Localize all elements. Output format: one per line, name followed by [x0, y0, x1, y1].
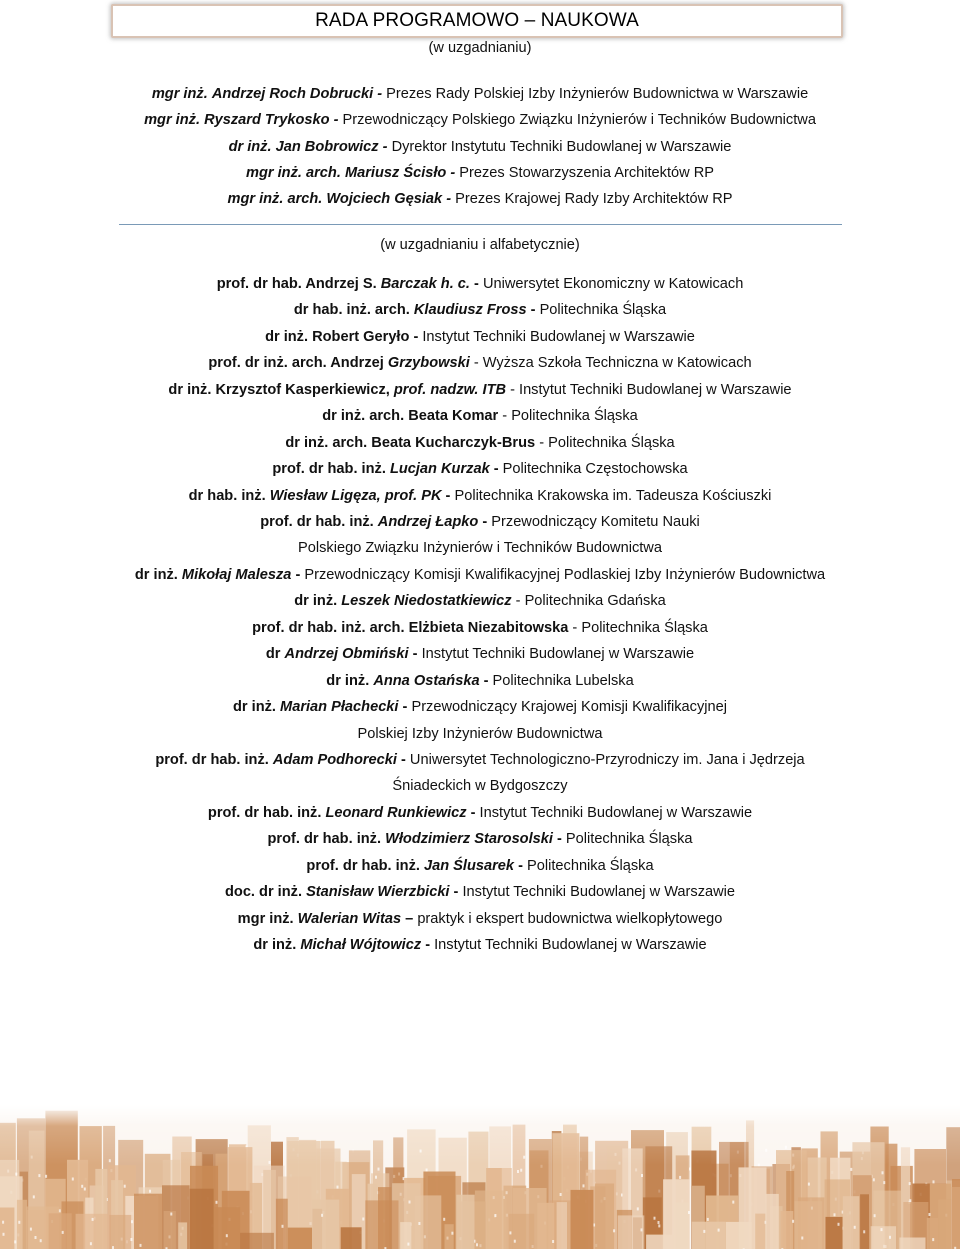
member-name: Beata Komar — [408, 408, 499, 425]
member-dash: - — [552, 831, 562, 848]
member-title: prof. dr hab. inż. — [207, 804, 326, 821]
member-name-italic: prof. nadzw. ITB — [393, 381, 507, 398]
member-line — [0, 645, 960, 663]
member-description: Prezes Stowarzyszenia Architektów RP — [455, 165, 714, 181]
member-line — [0, 460, 960, 478]
member-line — [0, 354, 960, 372]
member-name-block — [268, 831, 562, 847]
member-name: Andrzej S. — [305, 276, 381, 292]
member-line — [0, 487, 960, 505]
member-name: Krzysztof Kasperkiewicz, — [215, 381, 394, 398]
group2-note: (w uzgadnianiu i alfabetycznie) — [380, 237, 580, 253]
member-title: prof. dr hab. inż. — [272, 461, 390, 478]
member-description: Przewodniczący Komisji Kwalifikacyjnej Podlaskiej Izby Inżynierów Budownictwa — [300, 566, 826, 583]
member-name-italic: Andrzej Łapko — [377, 514, 479, 530]
member-line — [0, 910, 960, 928]
member-dash: - — [526, 302, 536, 319]
member-description: Politechnika Śląska — [522, 857, 654, 874]
member-line — [0, 751, 960, 769]
member-description: Polskiej Izby Inżynierów Budownictwa — [357, 725, 603, 742]
member-name-block — [252, 620, 568, 636]
member-name-block — [246, 165, 455, 181]
member-description: Instytut Techniki Budowlanej w Warszawie — [418, 328, 695, 345]
member-name-italic: Marian Płachecki — [280, 699, 399, 715]
member-line — [0, 381, 960, 399]
member-description: Śniadeckich w Bydgoszczy — [392, 778, 568, 795]
member-description: Przewodniczący Polskiego Związku Inżynierów i Techników Budownictwa — [338, 112, 816, 128]
member-name-block — [265, 329, 418, 345]
member-description: Uniwersytet Ekonomiczny w Katowicach — [478, 276, 744, 292]
member-name: Andrzej Roch Dobrucki - — [211, 86, 383, 102]
member-name-block — [285, 435, 535, 451]
member-name-italic: Mikołaj Malesza — [181, 566, 292, 583]
title-box — [111, 4, 843, 38]
member-description: Politechnika Śląska — [535, 302, 667, 319]
member-line — [0, 539, 960, 557]
member-name-block — [227, 191, 451, 207]
member-line — [0, 85, 960, 103]
member-name-block — [168, 382, 506, 398]
member-dash: - — [396, 751, 406, 768]
member-name-block — [238, 911, 414, 927]
member-title: prof. dr inż. arch. — [208, 355, 331, 372]
member-description: - Politechnika Śląska — [498, 408, 638, 425]
member-dash: - — [479, 672, 489, 689]
member-name: Andrzej — [330, 355, 388, 372]
member-line — [0, 138, 960, 156]
member-title: dr hab. inż. arch. — [293, 302, 414, 319]
member-name-block — [326, 673, 488, 689]
member-prefix: mgr inż. arch. — [246, 165, 341, 181]
member-description: - Instytut Techniki Budowlanej w Warszawie — [506, 381, 792, 398]
member-line — [0, 164, 960, 182]
member-title: dr inż. — [265, 328, 313, 345]
member-line — [0, 619, 960, 637]
member-description: - Politechnika Śląska — [535, 434, 675, 451]
member-line — [0, 804, 960, 822]
member-description: Przewodniczący Komitetu Nauki — [487, 514, 700, 530]
member-description: Instytut Techniki Budowlanej w Warszawie — [430, 937, 707, 953]
member-prefix: mgr inż. — [144, 112, 201, 128]
member-title: dr inż. arch. — [322, 408, 409, 425]
member-title: prof. dr hab. inż. — [306, 857, 424, 874]
member-dash: - — [291, 566, 301, 583]
member-dash: - — [478, 514, 488, 530]
city-panorama-image — [0, 1105, 960, 1249]
separator-line — [119, 224, 842, 225]
member-description: Politechnika Krakowska im. Tadeusza Kościuszki — [450, 487, 772, 504]
member-description: praktyk i ekspert budownictwa wielkopłytowego — [413, 910, 723, 927]
member-name-block — [322, 408, 498, 424]
member-line — [0, 301, 960, 319]
member-description: Politechnika Lubelska — [488, 672, 634, 689]
member-dash: - — [466, 804, 476, 821]
member-description: Politechnika Częstochowska — [498, 461, 688, 478]
member-prefix: mgr inż. arch. — [227, 191, 323, 207]
member-name-block — [294, 593, 511, 609]
member-name: Elżbieta Niezabitowska — [408, 619, 569, 636]
member-description: Instytut Techniki Budowlanej w Warszawie — [458, 884, 736, 901]
member-name-block — [208, 805, 476, 821]
member-name-italic: Klaudiusz Fross — [413, 302, 527, 319]
member-name-block — [229, 139, 388, 155]
member-name-italic: Walerian Witas — [297, 910, 402, 927]
member-description: Dyrektor Instytutu Techniki Budowlanej w Warszawie — [387, 139, 732, 155]
member-title: dr inż. arch. — [285, 434, 372, 451]
member-line — [0, 407, 960, 425]
member-name-block — [272, 461, 498, 477]
member-title: dr inż. — [233, 699, 281, 715]
member-name-block — [217, 276, 479, 292]
member-title: prof. dr hab. — [216, 276, 306, 292]
member-description: Uniwersytet Technologiczno-Przyrodniczy im. Jana i Jędrzeja — [405, 751, 805, 768]
member-title: dr inż. — [168, 381, 216, 398]
member-line — [0, 190, 960, 208]
member-name-italic: Grzybowski — [387, 355, 470, 372]
member-prefix: dr inż. — [228, 139, 272, 155]
member-name-block — [260, 514, 487, 530]
member-name-italic: Stanisław Wierzbicki — [306, 884, 450, 901]
member-name-block — [208, 355, 469, 371]
member-description: - Politechnika Śląska — [568, 619, 708, 636]
member-title: dr inż. — [326, 672, 374, 689]
member-dash: - — [441, 487, 451, 504]
member-name-block — [189, 488, 451, 504]
member-line — [0, 672, 960, 690]
member-description: Prezes Krajowej Rady Izby Architektów RP — [451, 191, 733, 207]
member-name-italic: Włodzimierz Starosolski — [385, 831, 553, 848]
member-name-italic: Michał Wójtowicz — [300, 937, 422, 953]
member-description: Polskiego Związku Inżynierów i Techników Budownictwa — [298, 540, 662, 557]
member-name-block — [233, 699, 407, 715]
member-dash: - — [514, 857, 523, 874]
member-name-block — [152, 86, 382, 102]
member-name: Beata Kucharczyk-Brus — [371, 434, 536, 451]
member-title: doc. dr inż. — [224, 884, 307, 901]
member-line — [0, 883, 960, 901]
member-title: mgr inż. — [237, 910, 298, 927]
member-description: Prezes Rady Polskiej Izby Inżynierów Budownictwa w Warszawie — [382, 86, 809, 102]
member-description: Politechnika Śląska — [561, 831, 693, 848]
member-name-block — [135, 567, 300, 583]
member-line — [0, 830, 960, 848]
member-line — [0, 936, 960, 954]
member-description: Instytut Techniki Budowlanej w Warszawie — [417, 646, 695, 663]
member-description: - Politechnika Gdańska — [511, 593, 666, 610]
member-prefix: mgr inż. — [151, 86, 208, 102]
member-line — [0, 275, 960, 293]
member-name-italic: Adam Podhorecki — [272, 751, 397, 768]
member-name-block — [294, 302, 536, 318]
member-name: Jan Bobrowicz - — [275, 139, 388, 155]
member-description: - Wyższa Szkoła Techniczna w Katowicach — [469, 355, 752, 372]
member-name: Mariusz Ścisło - — [344, 165, 456, 181]
member-name-block — [155, 752, 406, 768]
member-line — [0, 592, 960, 610]
member-dash: – — [401, 910, 414, 927]
member-line — [0, 328, 960, 346]
member-name: Wojciech Gęsiak - — [326, 191, 452, 207]
member-title: dr — [265, 646, 285, 663]
member-title: prof. dr hab. inż. — [267, 831, 386, 848]
member-line — [0, 566, 960, 584]
member-line — [0, 857, 960, 875]
member-title: dr hab. inż. — [188, 487, 270, 504]
member-name-italic: Wiesław Ligęza, prof. PK — [269, 487, 442, 504]
member-name-italic: Anna Ostańska — [373, 672, 480, 689]
member-name: Robert Geryło - — [312, 328, 419, 345]
page-title: RADA PROGRAMOWO – NAUKOWA — [315, 10, 639, 31]
member-line — [0, 434, 960, 452]
member-name-block — [253, 937, 430, 953]
member-dash: - — [398, 699, 408, 715]
member-line — [0, 513, 960, 531]
member-name-block — [144, 112, 338, 128]
member-title: prof. dr hab. inż. arch. — [252, 619, 409, 636]
member-name-block — [266, 646, 418, 662]
member-dash: - — [408, 646, 418, 663]
member-name-italic: Leonard Runkiewicz — [325, 804, 467, 821]
member-line — [0, 111, 960, 129]
member-name-block — [225, 884, 458, 900]
member-title: dr inż. — [294, 593, 342, 610]
member-title: prof. dr hab. inż. — [260, 514, 378, 530]
group1-note: (w uzgadnianiu) — [428, 40, 532, 56]
member-name-block — [306, 858, 523, 874]
member-title: dr inż. — [253, 937, 301, 953]
member-name-italic: Lucjan Kurzak — [389, 461, 490, 478]
member-description: Instytut Techniki Budowlanej w Warszawie — [475, 804, 753, 821]
member-line — [0, 725, 960, 743]
member-title: prof. dr hab. inż. — [155, 751, 273, 768]
member-line — [0, 698, 960, 716]
member-name-italic: Jan Ślusarek — [423, 857, 515, 874]
member-title: dr inż. — [134, 566, 182, 583]
member-line — [0, 777, 960, 795]
member-name: Ryszard Trykosko - — [204, 112, 339, 128]
member-dash: - — [489, 461, 499, 478]
member-name-italic: Barczak h. c. — [380, 276, 470, 292]
member-dash: - — [469, 276, 479, 292]
member-dash: - — [421, 937, 431, 953]
member-name-italic: Andrzej Obmiński — [284, 646, 409, 663]
member-dash: - — [449, 884, 459, 901]
member-name-italic: Leszek Niedostatkiewicz — [341, 593, 512, 610]
member-description: Przewodniczący Krajowej Komisji Kwalifikacyjnej — [407, 699, 727, 715]
